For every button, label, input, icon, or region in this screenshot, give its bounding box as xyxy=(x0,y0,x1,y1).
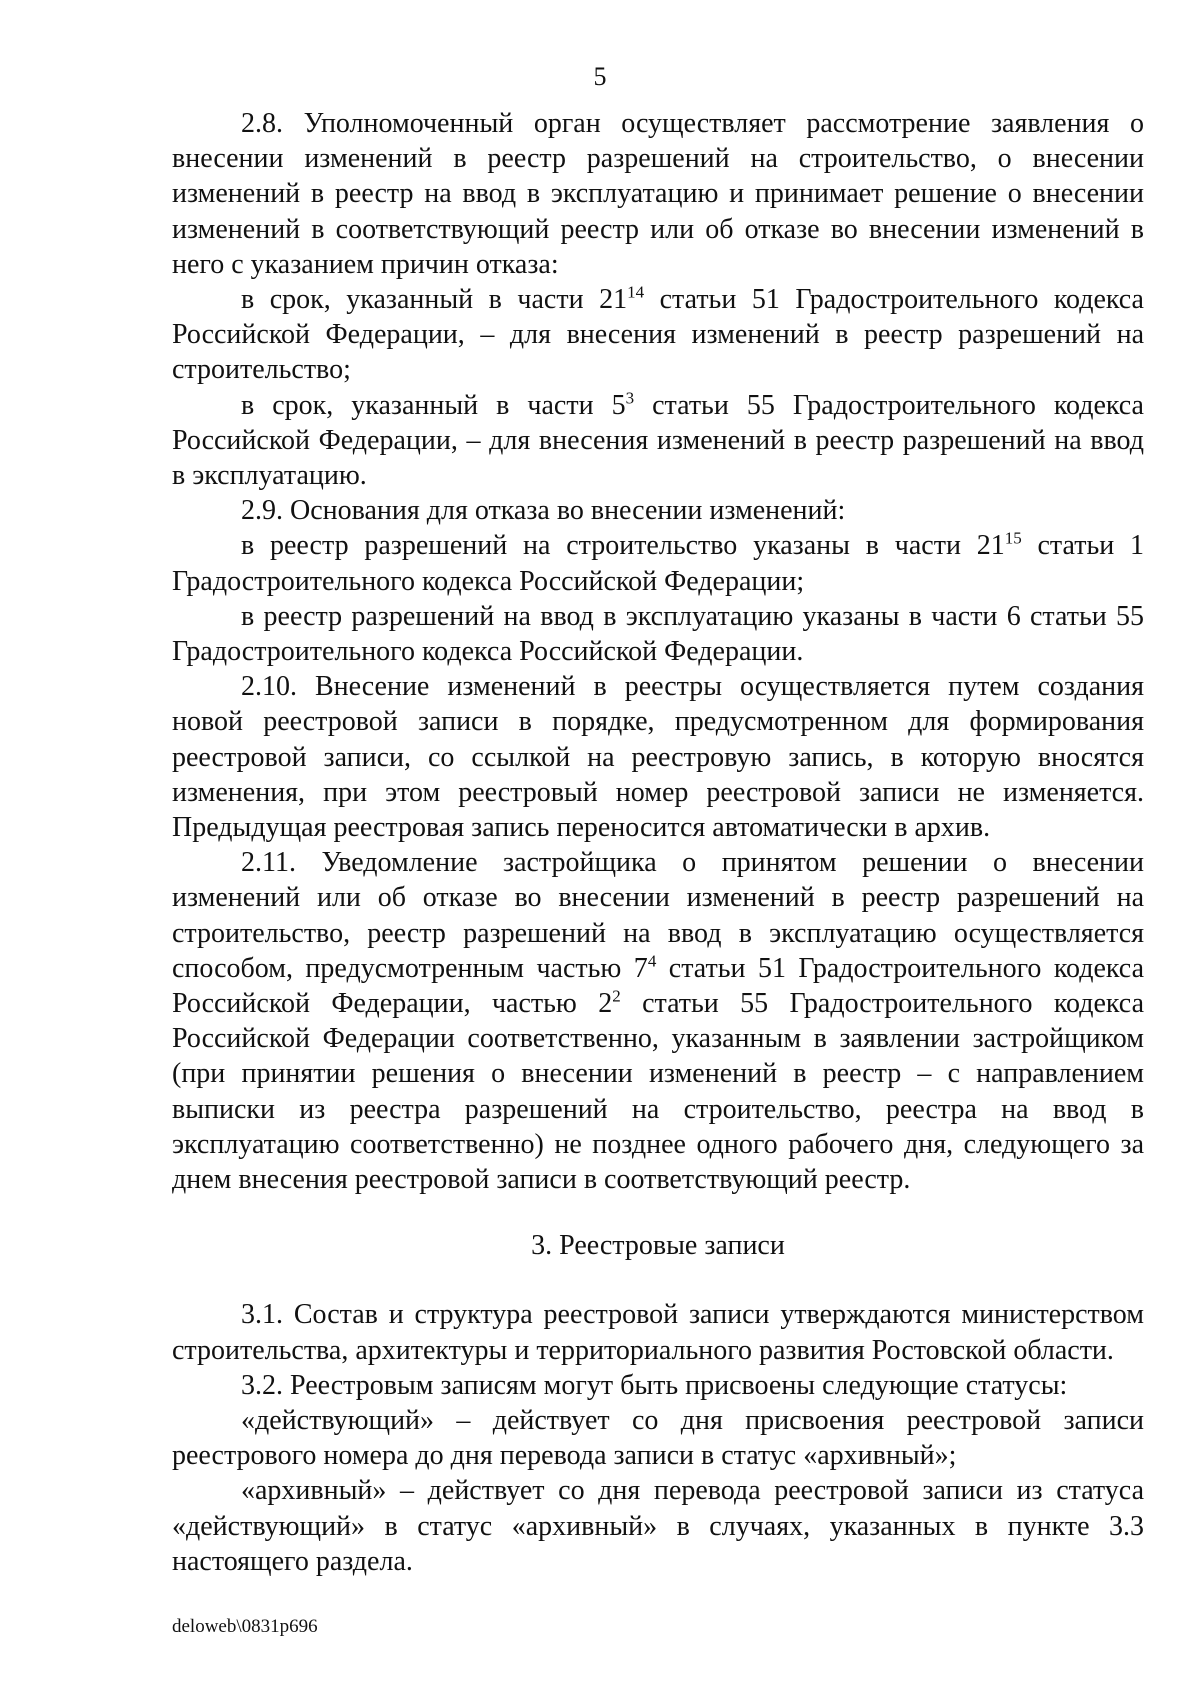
paragraph-text: 3.2. Реестровым записям могут быть присвоены следующие статусы: xyxy=(241,1369,1068,1401)
paragraph-text: «архивный» – действует со дня перевода реестровой записи из статуса «действующий» в статус «архивный» в случаях, указанных в пункте 3.3 настоящего раздела. xyxy=(172,1475,1144,1577)
paragraph-2.9b xyxy=(172,599,1144,669)
paragraph-2.8a xyxy=(172,282,1144,388)
section-3-paragraphs xyxy=(172,1297,1144,1579)
paragraph-text: 2.8. Уполномоченный орган осуществляет рассмотрение заявления о внесении изменений в реестр разрешений на строительство, о внесении изменений в реестр на ввод в эксплуатацию и принимает решение о внесении изменений в соответствующий реестр или об отказе во внесении изменений в него с указанием причин отказа: xyxy=(172,108,1144,280)
page-number: 5 xyxy=(593,62,607,91)
superscript: 4 xyxy=(647,951,657,971)
paragraph-2.9 xyxy=(172,493,1144,528)
paragraph-3.2b xyxy=(172,1473,1144,1579)
paragraph-3.2a xyxy=(172,1403,1144,1473)
paragraph-text: 2.10. Внесение изменений в реестры осуществляется путем создания новой реестровой записи в порядке, предусмотренном для формирования реестровой записи, со ссылкой на реестровую запись, в которую вносятся изменения, при этом реестровый номер реестровой записи не изменяется. Предыдущая реестровая запись переносится автоматически в архив. xyxy=(172,671,1144,844)
paragraph-2.9a xyxy=(172,528,1144,598)
paragraph-text: в срок, указанный в части 21 xyxy=(241,284,628,316)
paragraph-text: «действующий» – действует со дня присвоения реестровой записи реестрового номера до дня перевода записи в статус «архивный»; xyxy=(172,1404,1144,1472)
paragraph-text: 2.9. Основания для отказа во внесении изменений: xyxy=(241,495,846,527)
paragraph-2.10 xyxy=(172,669,1144,845)
superscript: 15 xyxy=(1004,529,1022,549)
paragraph-2.8 xyxy=(172,106,1144,282)
superscript: 14 xyxy=(627,282,645,302)
section-2-paragraphs xyxy=(172,106,1144,1197)
paragraph-text: 3.1. Состав и структура реестровой записи утверждаются министерством строительства, архитектуры и территориального развития Ростовской области. xyxy=(172,1299,1144,1366)
paragraph-2.8b xyxy=(172,388,1144,494)
paragraph-3.2 xyxy=(172,1368,1144,1403)
paragraph-text: статьи 51 Градостроительного кодекса Российской Федерации, частью 2 xyxy=(172,952,1144,1020)
paragraph-text: в реестр разрешений на ввод в эксплуатацию указаны в части 6 статьи 55 Градостроительного кодекса Российской Федерации. xyxy=(172,600,1144,668)
section-3-heading: 3. Реестровые записи xyxy=(531,1230,785,1262)
footer-document-code: deloweb\0831p696 xyxy=(172,1616,318,1637)
paragraph-text: в реестр разрешений на строительство указаны в части 21 xyxy=(241,530,1005,562)
paragraph-2.11 xyxy=(172,845,1144,1197)
paragraph-3.1 xyxy=(172,1297,1144,1367)
paragraph-text: статьи 1 Градостроительного кодекса Российской Федерации; xyxy=(172,530,1144,597)
paragraph-text: статьи 55 Градостроительного кодекса Российской Федерации соответственно, указанным в заявлении застройщиком (при принятии решения о внесении изменений в реестр – с направлением выписки из реестра разрешений на строительство, реестра на ввод в эксплуатацию соответственно) не позднее одного рабочего дня, следующего за днем внесения реестровой записи в соответствующий реестр. xyxy=(172,988,1144,1196)
paragraph-text: статьи 55 Градостроительного кодекса Российской Федерации, – для внесения изменений в реестр разрешений на ввод в эксплуатацию. xyxy=(172,389,1144,492)
paragraph-text: 2.11. Уведомление застройщика о принятом решении о внесении изменений или об отказе во внесении изменений в реестр разрешений на строительство, реестр разрешений на ввод в эксплуатацию осуществляется способом, предусмотренным частью 7 xyxy=(172,847,1144,984)
paragraph-text: в срок, указанный в части 5 xyxy=(241,389,626,421)
superscript: 2 xyxy=(612,986,621,1006)
paragraph-text: статьи 51 Градостроительного кодекса Российской Федерации, – для внесения изменений в реестр разрешений на строительство; xyxy=(172,284,1144,386)
superscript: 3 xyxy=(625,388,635,408)
document-body xyxy=(172,106,1144,1579)
